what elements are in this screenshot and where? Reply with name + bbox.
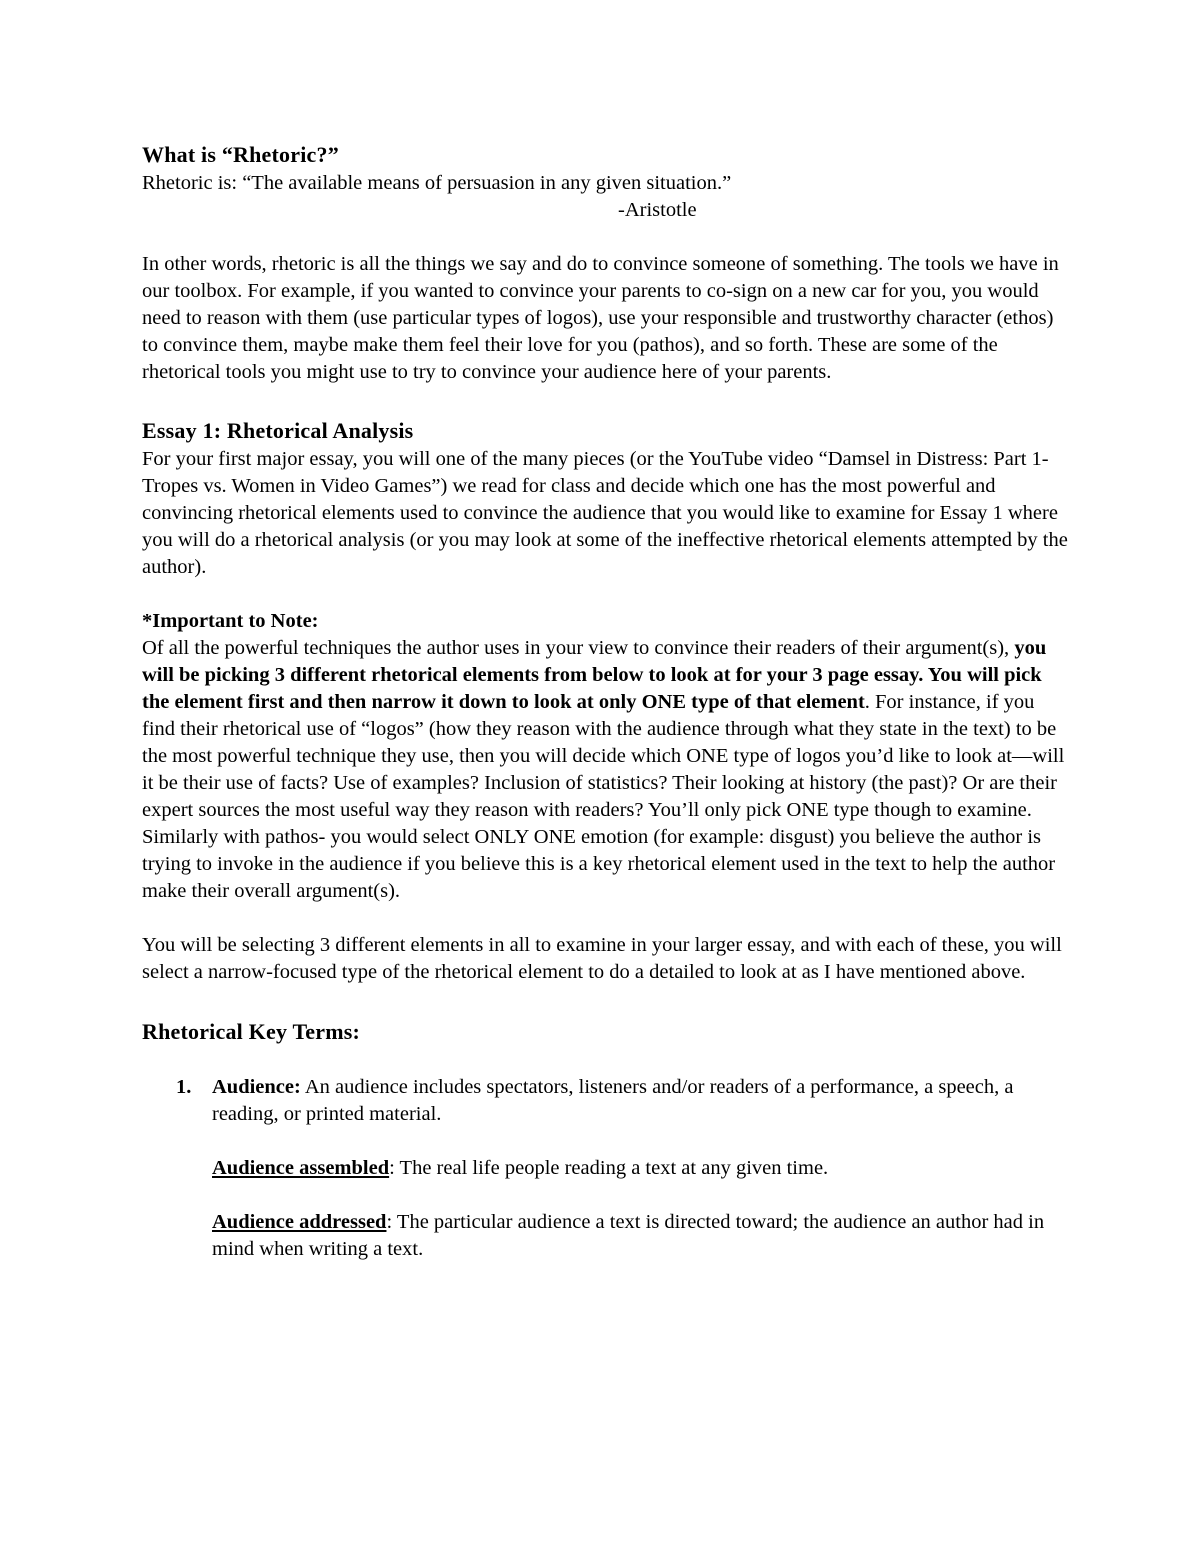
subterm-term: Audience assembled	[212, 1157, 390, 1179]
note-text-bold: you will be picking 3 different rhetorical elements from below to look at for your 3 page essay. You will pick the element first and then narrow it down to look at only ONE type of that element	[142, 637, 1047, 713]
subterm-term: Audience addressed	[212, 1211, 387, 1233]
subterm-audience-addressed	[142, 1209, 1072, 1263]
quote-attribution: -Aristotle	[618, 199, 697, 221]
list-item	[142, 1074, 1072, 1128]
note-text-after: . For instance, if you find their rhetorical use of “logos” (how they reason with the audience through what they state in the text) to be the most powerful technique they use, then you will decide which ONE type of logos you’d like to look at—will it be their use of facts? Use of examples? Inclusion of statistics? Their looking at history (the past)? Or are their expert sources the most useful way they reason with readers? You’ll only pick ONE type though to examine. Similarly with pathos- you would select ONLY ONE emotion (for example: disgust) you believe the author is trying to invoke in the audience if you believe this is a key rhetorical element used in the text to help the author make their overall argument(s).	[142, 691, 1065, 902]
term-audience-definition: An audience includes spectators, listeners and/or readers of a performance, a speech, a reading, or printed material.	[212, 1076, 1014, 1125]
selection-followup-paragraph: You will be selecting 3 different elements in all to examine in your larger essay, and with each of these, you will select a narrow-focused type of the rhetorical element to do a detailed to look at as I have mentioned above.	[142, 934, 1062, 983]
subterm-definition: : The particular audience a text is directed toward; the audience an author had in mind when writing a text.	[212, 1211, 1045, 1260]
aristotle-quote: Rhetoric is: “The available means of persuasion in any given situation.”	[142, 172, 732, 194]
heading-essay-1: Essay 1: Rhetorical Analysis	[142, 418, 414, 443]
important-note-heading: *Important to Note:	[142, 610, 319, 632]
heading-key-terms: Rhetorical Key Terms:	[142, 1019, 361, 1044]
subterm-definition: : The real life people reading a text at any given time.	[389, 1157, 829, 1179]
note-text-before: Of all the powerful techniques the author uses in your view to convince their readers of their argument(s),	[142, 637, 1015, 659]
term-audience: Audience:	[212, 1076, 301, 1098]
heading-what-is-rhetoric: What is “Rhetoric?”	[142, 142, 339, 167]
key-terms-list	[142, 1074, 1072, 1128]
important-note-paragraph	[142, 635, 1072, 905]
subterm-audience-assembled	[142, 1155, 1072, 1182]
list-item-number: 1.	[176, 1076, 192, 1098]
rhetoric-explanation-paragraph: In other words, rhetoric is all the things we say and do to convince someone of something. The tools we have in our toolbox. For example, if you wanted to convince your parents to co-sign on a new car for you, you would need to reason with them (use particular types of logos), use your responsible and trustworthy character (ethos) to convince them, maybe make them feel their love for you (pathos), and so forth. These are some of the rhetorical tools you might use to try to convince your audience here of your parents.	[142, 253, 1059, 383]
document-page	[142, 140, 1072, 1263]
essay-1-paragraph: For your first major essay, you will one of the many pieces (or the YouTube video “Damsel in Distress: Part 1- Tropes vs. Women in Video Games”) we read for class and decide which one has the most powerful and convincing rhetorical elements used to convince the audience that you would like to examine for Essay 1 where you will do a rhetorical analysis (or you may look at some of the ineffective rhetorical elements attempted by the author).	[142, 448, 1068, 578]
